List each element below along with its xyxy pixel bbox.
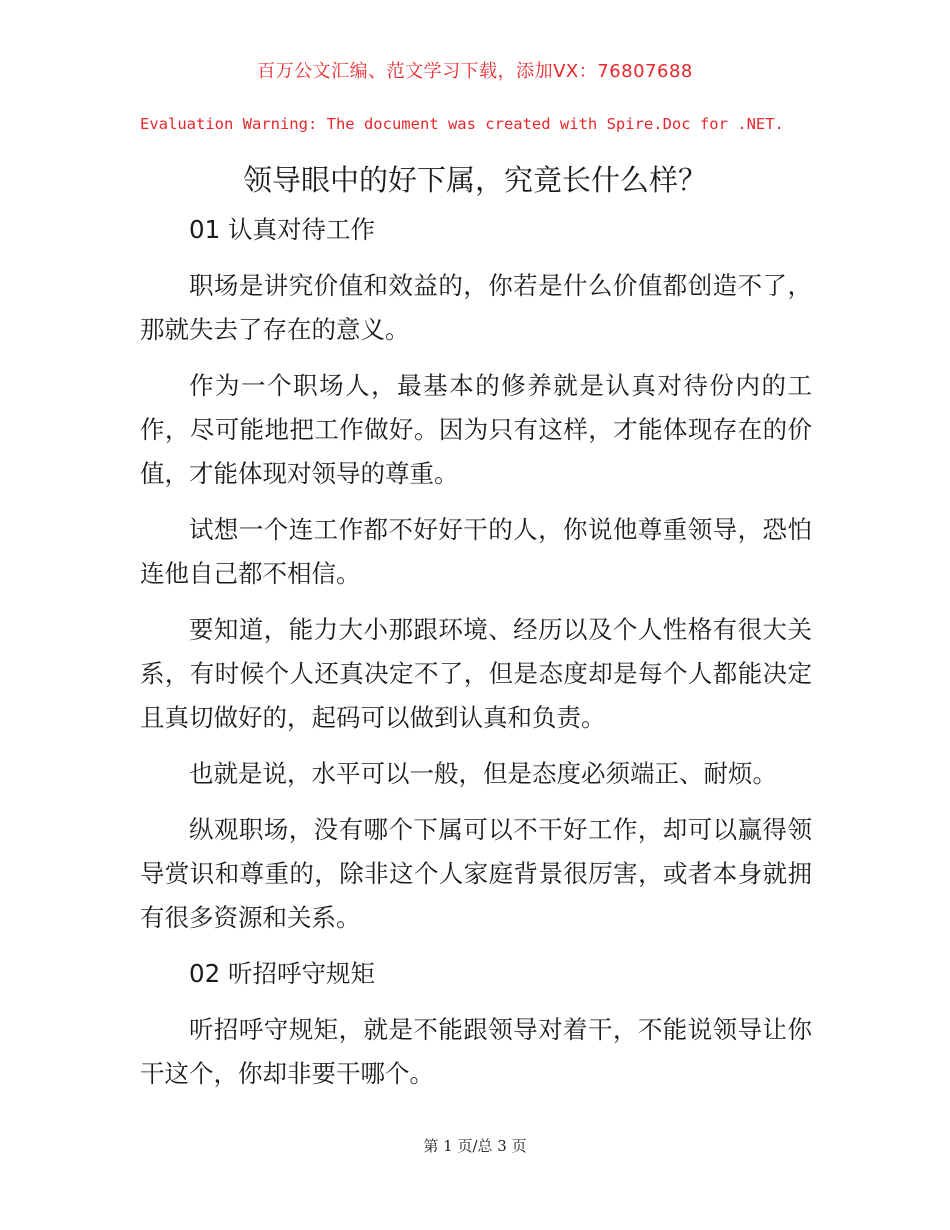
paragraph: 要知道，能力大小那跟环境、经历以及个人性格有很大关系，有时候个人还真决定不了，但是态度却是每个人都能决定且真切做好的，起码可以做到认真和负责。 (140, 615, 812, 732)
paragraph: 职场是讲究价值和效益的，你若是什么价值都创造不了，那就失去了存在的意义。 (140, 271, 812, 344)
paragraph: 作为一个职场人，最基本的修养就是认真对待份内的工作，尽可能地把工作做好。因为只有这样，才能体现存在的价值，才能体现对领导的尊重。 (140, 371, 812, 488)
paragraph: 听招呼守规矩，就是不能跟领导对着干，不能说领导让你干这个，你却非要干哪个。 (140, 1015, 812, 1088)
section-heading: 01 认真对待工作 (189, 215, 375, 244)
header-ad-text: 百万公文汇编、范文学习下载，添加VX：76807688 (257, 61, 693, 82)
page-indicator: 第 1 页/总 3 页 (423, 1137, 527, 1155)
paragraph: 也就是说，水平可以一般，但是态度必须端正、耐烦。 (189, 759, 777, 788)
document-body (140, 208, 812, 1108)
document-title: 领导眼中的好下属，究竟长什么样？ (242, 163, 707, 197)
paragraph: 试想一个连工作都不好好干的人，你说他尊重领导，恐怕连他自己都不相信。 (140, 515, 812, 588)
paragraph: 纵观职场，没有哪个下属可以不干好工作，却可以赢得领导赏识和尊重的，除非这个人家庭背景很厉害，或者本身就拥有很多资源和关系。 (140, 815, 812, 932)
section-heading: 02 听招呼守规矩 (189, 959, 375, 988)
evaluation-warning: Evaluation Warning: The document was created with Spire.Doc for .NET. (140, 115, 784, 133)
